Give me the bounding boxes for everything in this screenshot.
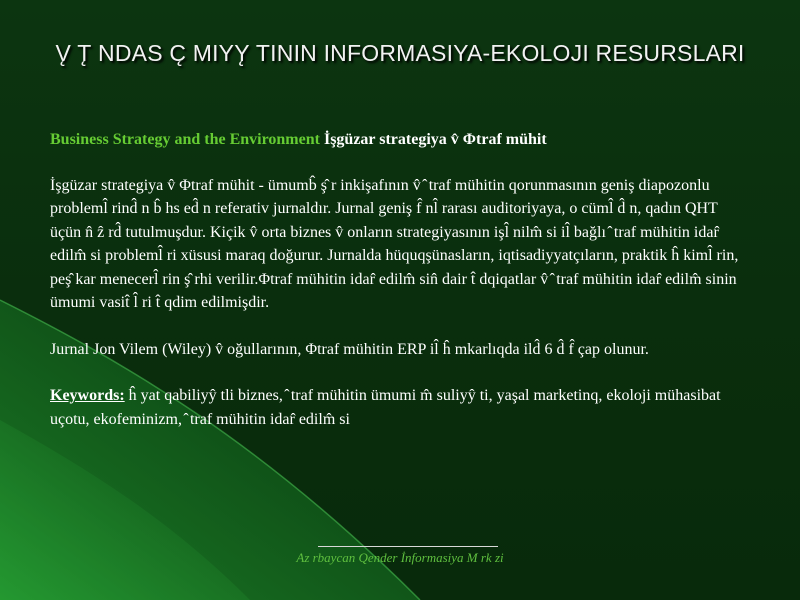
slide-content (50, 128, 750, 454)
slide-title: V̨ T̨ NDAS C̨ MIYY̨ TININ INFORMASIYA-EKOLOJI RESURSLARI (55, 40, 745, 66)
keywords-paragraph (50, 384, 750, 431)
keywords-text: ĥ yat qabiliyŷ tli biznes, ̂ traf mühitin ümumi m̂ suliyŷ ti, yaşal marketinq, ekoloji mühasibat uçotu, ekofeminizm, ̂ traf mühitin idar̂ edilm̂ si (50, 387, 721, 428)
publisher-paragraph: Jurnal Jon Vilem (Wiley) v̂ oğullarının, Φtraf mühitin ERP il̂ ĥ mkarlıqda ild̂ 6 d̂ f̂ çap olunur. (50, 340, 649, 358)
keywords-label: Keywords: (50, 387, 125, 404)
journal-title-azerbaijani: İşgüzar strategiya v̂ Φtraf mühit (323, 131, 547, 148)
footer-divider (318, 546, 498, 547)
description-paragraph: İşgüzar strategiya v̂ Φtraf mühit - ümumb̂ ş̂ r inkişafının v̂ ̂ traf mühitin qorunmasının geniş diapozonlu probleml̂ rind̂ n b̂ hs ed̂ n referativ jurnaldır. Jurnal geniş f̂ nl̂ rarası auditoriyaya, o cüml̂ d̂ n, qadın QHT üçün n̂ ẑ rd̂ tutulmuşdur. Kiçik v̂ orta biznes v̂ onların strategiyasının işl̂ nilm̂ si il̂ bağlı ̂ traf mühitin idar̂ edilm̂ si probleml̂ ri xüsusi maraq doğurur. Jurnalda hüquqşünasların, iqtisadiyyatçıların, praktik ĥ kiml̂ rin, peş̂ kar menecerl̂ rin ş̂ rhi verilir.Φtraf mühitin idar̂ edilm̂ sin̂ dair t̂ dqiqatlar v̂ ̂ traf mühitin idar̂ edilm̂ sinin ümumi vasit̂ l̂ ri t̂ qdim edilmişdir. (50, 176, 739, 311)
footer-organization: Az rbaycan Qender İnformasiya M rk zi (296, 550, 504, 565)
journal-heading (50, 128, 750, 152)
journal-title-english: Business Strategy and the Environment (50, 131, 320, 148)
